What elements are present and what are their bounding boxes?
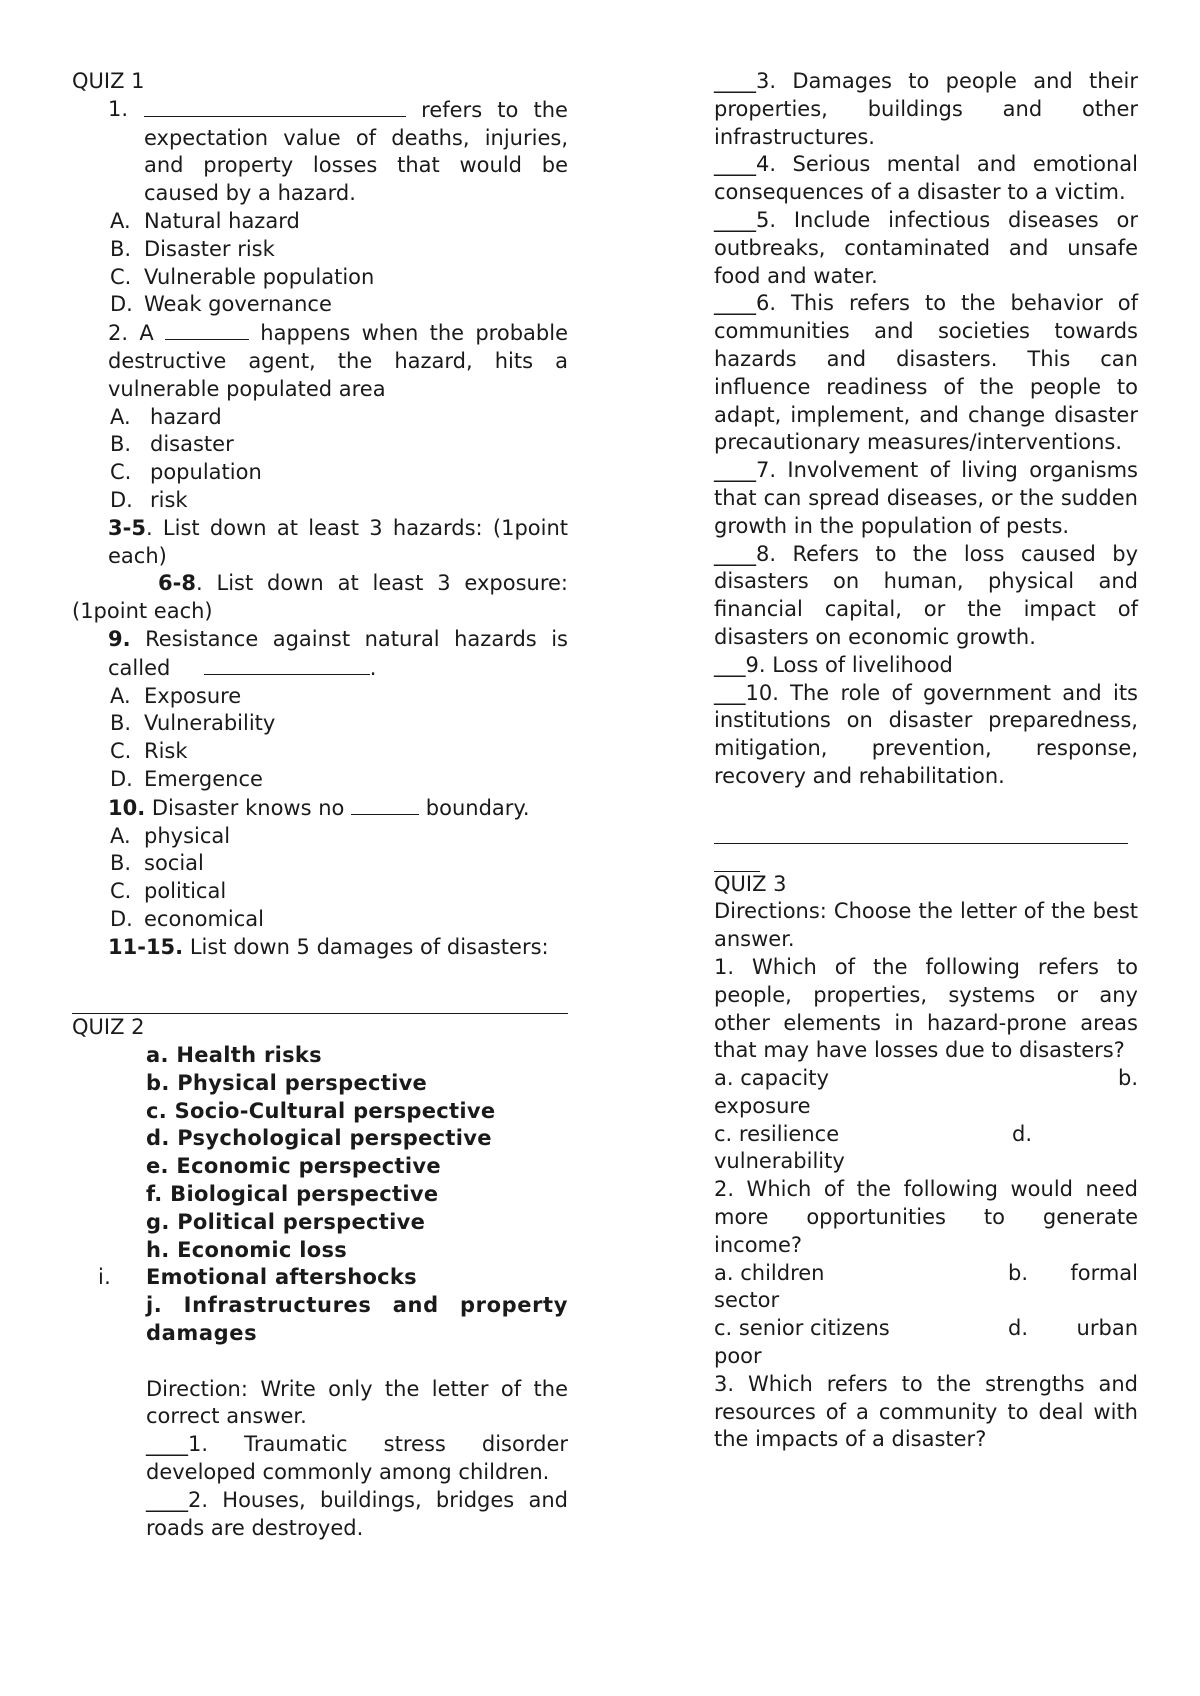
- option-b-letter[interactable]: b.: [1117, 1066, 1138, 1091]
- quiz2-choice: j. Infrastructures and property damages: [146, 1293, 568, 1346]
- quiz2-item: ____1. Traumatic stress disorder developed commonly among children.: [146, 1432, 568, 1485]
- option[interactable]: A. Exposure: [110, 683, 242, 708]
- quiz1-q9-options: [72, 683, 568, 794]
- option[interactable]: A. hazard: [110, 404, 222, 429]
- answer-blank[interactable]: [165, 319, 249, 340]
- quiz1-question-11-15: 11-15. List down 5 damages of disasters:: [108, 934, 549, 959]
- option[interactable]: B. disaster: [110, 432, 234, 457]
- quiz2-item: ____8. Refers to the loss caused by disasters on human, physical and financial capital, or the impact of disasters on economic growth.: [714, 541, 1138, 649]
- option[interactable]: B. social: [110, 851, 204, 876]
- quiz3-question: 2. Which of the following would need more opportunities to generate income?: [714, 1177, 1138, 1257]
- option[interactable]: c. senior citizens: [714, 1316, 890, 1341]
- quiz2-item: ____5. Include infectious diseases or outbreaks, contaminated and unsafe food and water.: [714, 207, 1138, 288]
- quiz2-choice: d. Psychological perspective: [146, 1126, 492, 1151]
- option[interactable]: a. capacity: [714, 1066, 829, 1091]
- quiz2-choice: i. Emotional aftershocks: [98, 1265, 417, 1290]
- quiz2-item: ___10. The role of government and its institutions on disaster preparedness, mitigation, prevention, response, recovery and rehabilitation.: [714, 680, 1138, 788]
- answer-blank[interactable]: [351, 794, 419, 815]
- quiz2-choice: e. Economic perspective: [146, 1154, 441, 1179]
- quiz3-directions: Directions: Choose the letter of the best answer.: [714, 899, 1138, 952]
- quiz1-q10-options: [72, 823, 568, 934]
- quiz3-question: 1. Which of the following refers to people, properties, systems or any other elements in hazard-prone areas that may have losses due to disasters?: [714, 954, 1138, 1063]
- option[interactable]: C. Risk: [110, 739, 188, 764]
- option[interactable]: D. economical: [110, 906, 265, 931]
- answer-blank[interactable]: [144, 96, 406, 117]
- option[interactable]: B. Vulnerability: [110, 711, 276, 736]
- quiz2-title: QUIZ 2: [72, 1015, 145, 1040]
- answer-blank[interactable]: [204, 654, 370, 675]
- section-divider: [714, 819, 1128, 871]
- quiz2-choice: f. Biological perspective: [146, 1182, 439, 1207]
- right-column: [714, 68, 1138, 1454]
- quiz2-item: ____6. This refers to the behavior of communities and societies towards hazards and disasters. This can influence readiness of the people to adapt, implement, and change disaster precautionary measures/interventions.: [714, 291, 1138, 455]
- option[interactable]: D. risk: [110, 487, 188, 512]
- quiz2-choice: a. Health risks: [146, 1043, 322, 1068]
- quiz1-question-10: 10. Disaster knows no boundary.: [108, 795, 530, 820]
- option-d-text[interactable]: vulnerability: [714, 1149, 845, 1174]
- option-b-first-line[interactable]: b. formal: [1008, 1260, 1138, 1285]
- quiz2-item: ____4. Serious mental and emotional consequences of a disaster to a victim.: [714, 152, 1138, 205]
- quiz3-option-row: [714, 1065, 1138, 1093]
- option[interactable]: C. population: [110, 460, 262, 485]
- quiz1-question-9: 9. Resistance against natural hazards is called .: [108, 626, 568, 680]
- quiz3-title: QUIZ 3: [714, 871, 787, 896]
- quiz3-option-row: [714, 1260, 1138, 1288]
- option[interactable]: c. resilience: [714, 1121, 840, 1146]
- option-d-first-line[interactable]: d. urban: [1008, 1316, 1138, 1341]
- quiz2-item: ____3. Damages to people and their properties, buildings and other infrastructures.: [714, 69, 1138, 149]
- quiz2-choice: g. Political perspective: [146, 1209, 426, 1234]
- option[interactable]: D. Weak governance: [110, 292, 332, 317]
- option[interactable]: C. political: [110, 879, 227, 904]
- option-b-second-line[interactable]: sector: [714, 1288, 780, 1313]
- quiz2-item: ____2. Houses, buildings, bridges and roads are destroyed.: [146, 1487, 568, 1540]
- quiz2-item: ___9. Loss of livelihood: [714, 652, 953, 677]
- option-d-letter[interactable]: d.: [1011, 1121, 1032, 1146]
- quiz3-option-row: [714, 1315, 1138, 1343]
- section-divider: [72, 989, 568, 1014]
- option-b-text[interactable]: exposure: [714, 1093, 811, 1118]
- option[interactable]: D. Emergence: [110, 766, 263, 791]
- quiz2-choice: h. Economic loss: [146, 1237, 348, 1262]
- quiz2-choice: b. Physical perspective: [146, 1070, 428, 1095]
- option[interactable]: B. Disaster risk: [110, 236, 275, 261]
- quiz1-q2-options: [72, 404, 568, 515]
- option[interactable]: C. Vulnerable population: [110, 264, 375, 289]
- quiz3-question: 3. Which refers to the strengths and resources of a community to deal with the impacts of a disaster?: [714, 1371, 1138, 1452]
- quiz1-q1-options: [72, 208, 568, 319]
- quiz2-choice: c. Socio-Cultural perspective: [146, 1098, 496, 1123]
- option[interactable]: A. physical: [110, 823, 231, 848]
- quiz3-option-row: [714, 1121, 1138, 1149]
- quiz2-choices: [72, 1042, 568, 1348]
- quiz1-question-6-8: 6-8. List down at least 3 exposure: (1point each): [72, 571, 568, 624]
- left-column: [72, 68, 568, 1542]
- quiz1-question-2: 2. A happens when the probable destructive agent, the hazard, hits a vulnerable populated area: [108, 321, 568, 401]
- option-d-second-line[interactable]: poor: [714, 1344, 762, 1369]
- option[interactable]: A. Natural hazard: [110, 208, 300, 233]
- quiz1-question-1: 1. refers to the expectation value of deaths, injuries, and property losses that would be caused by a hazard.: [108, 96, 568, 206]
- option[interactable]: a. children: [714, 1260, 825, 1285]
- quiz1-title: QUIZ 1: [72, 69, 145, 93]
- quiz2-direction: Direction: Write only the letter of the correct answer.: [146, 1376, 568, 1429]
- quiz1-question-3-5: 3-5. List down at least 3 hazards: (1point each): [108, 515, 568, 568]
- quiz2-item: ____7. Involvement of living organisms that can spread diseases, or the sudden growth in the population of pests.: [714, 458, 1138, 538]
